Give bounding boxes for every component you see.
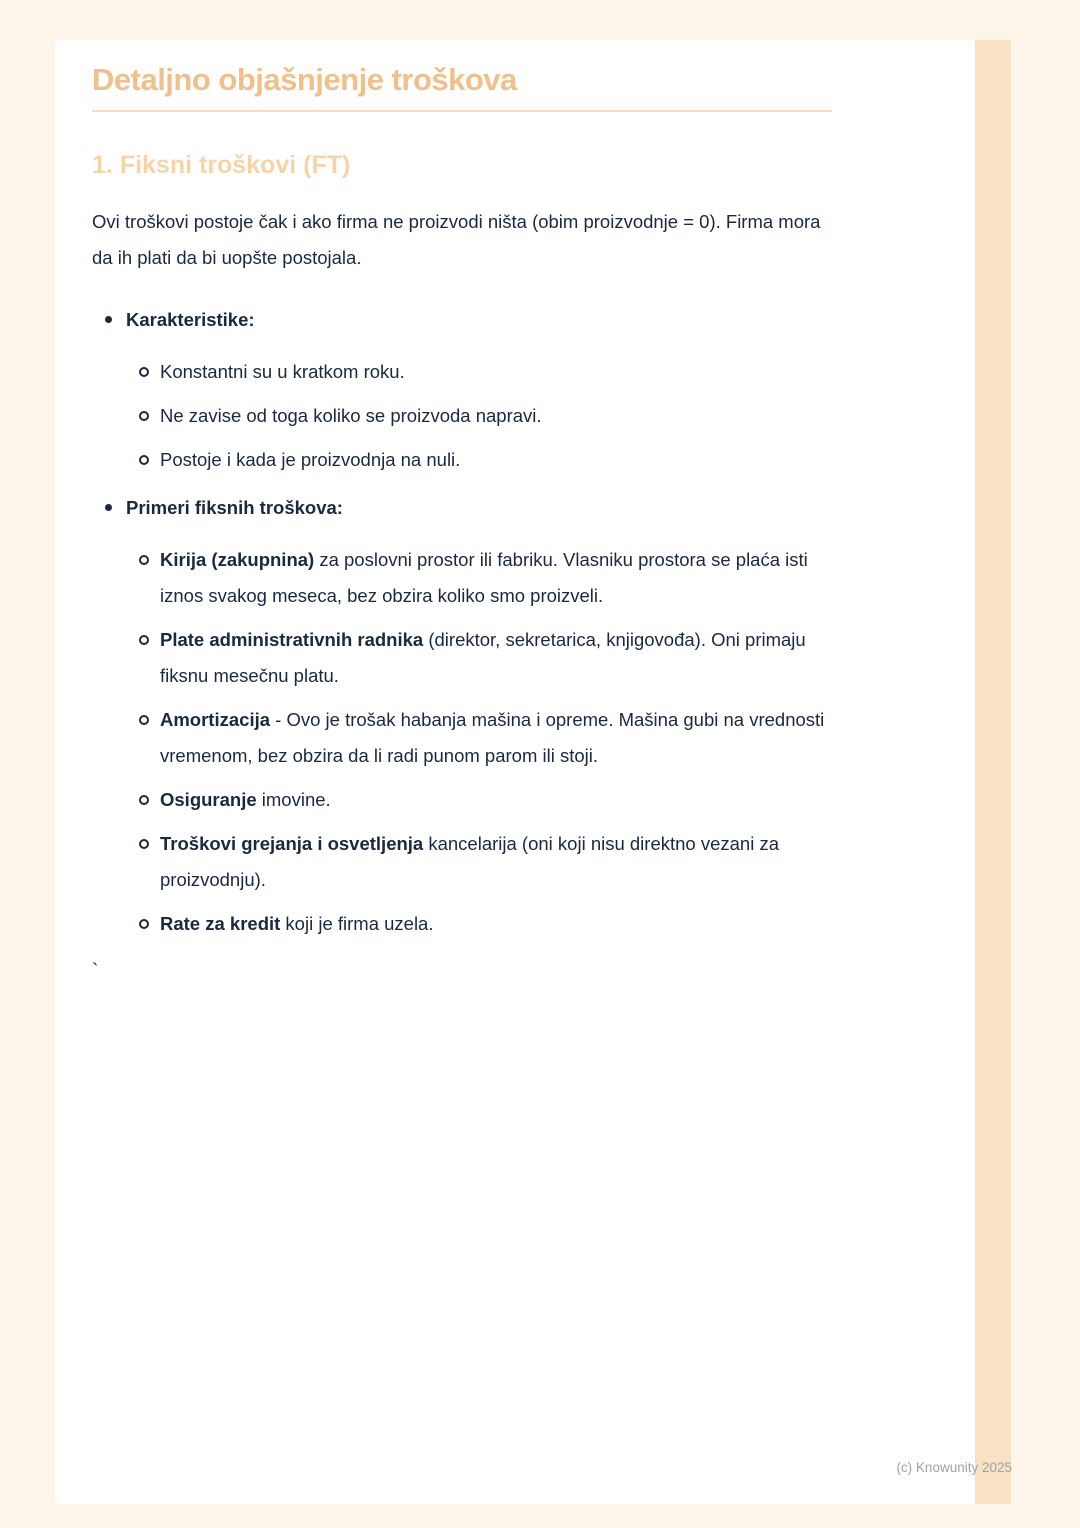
list-group-karakteristike: [92, 302, 832, 478]
list-item-bold: Rate za kredit: [160, 913, 281, 934]
list-item-text: [160, 442, 460, 478]
sub-list: [92, 542, 832, 942]
list-group-primeri: [92, 490, 832, 942]
list-item: [92, 622, 832, 694]
page-title: Detaljno objašnjenje troškova: [92, 62, 517, 97]
list-item: [92, 826, 832, 898]
list-item-rest: (direktor, sekretarica, knjigovođa). Oni primaju fiksnu mesečnu platu.: [160, 629, 806, 686]
circle-bullet-icon: [139, 715, 149, 725]
list-item-rest: imovine.: [256, 789, 331, 810]
list-item-bold: Plate administrativnih radnika: [160, 629, 424, 650]
list-item: [92, 782, 832, 818]
circle-bullet-icon: [139, 455, 149, 465]
list-item-rest: za poslovni prostor ili fabriku. Vlasniku prostora se plaća isti iznos svakog meseca, bez obzira koliko smo proizveli.: [160, 549, 808, 606]
circle-bullet-icon: [139, 367, 149, 377]
circle-bullet-icon: [139, 839, 149, 849]
list-item: [92, 490, 832, 526]
stray-character: `: [92, 961, 99, 982]
list-item-bold: Troškovi grejanja i osvetljenja: [160, 833, 424, 854]
list-item-text: [160, 702, 832, 774]
list-item-text: [160, 398, 542, 434]
list-item-rest: kancelarija (oni koji nisu direktno vezani za proizvodnju).: [160, 833, 780, 890]
circle-bullet-icon: [139, 635, 149, 645]
copyright-footer: (c) Knowunity 2025: [896, 1460, 1012, 1475]
circle-bullet-icon: [139, 555, 149, 565]
list-item-text: [160, 542, 832, 614]
sub-list: [92, 354, 832, 478]
list-item-bold: Osiguranje: [160, 789, 257, 810]
list-item-text: [160, 906, 434, 942]
circle-bullet-icon: [139, 795, 149, 805]
section-heading: 1. Fiksni troškovi (FT): [92, 151, 351, 179]
bullet-icon: [105, 316, 112, 323]
list-item-rest: Konstantni su u kratkom roku.: [160, 361, 405, 382]
list-item: [92, 398, 832, 434]
list-item-bold: Amortizacija: [160, 709, 271, 730]
list-item: [92, 302, 832, 338]
list-label: Karakteristike:: [126, 309, 255, 330]
list-label: Primeri fiksnih troškova:: [126, 497, 343, 518]
title-divider: [92, 110, 832, 112]
list-item-rest: - Ovo je trošak habanja mašina i opreme. Mašina gubi na vrednosti vremenom, bez obzira da li radi punom parom ili stoji.: [160, 709, 825, 766]
intro-paragraph: Ovi troškovi postoje čak i ako firma ne proizvodi ništa (obim proizvodnje = 0). Firma mora da ih plati da bi uopšte postojala.: [92, 211, 821, 268]
document-page: [55, 40, 975, 1504]
bullet-icon: [105, 504, 112, 511]
circle-bullet-icon: [139, 919, 149, 929]
list-item: [92, 906, 832, 942]
circle-bullet-icon: [139, 411, 149, 421]
list-item: [92, 442, 832, 478]
list-item-rest: koji je firma uzela.: [280, 913, 434, 934]
list-item: [92, 702, 832, 774]
list-item-text: [160, 782, 331, 818]
list-item-text: [160, 354, 405, 390]
list-item-rest: Ne zavise od toga koliko se proizvoda napravi.: [160, 405, 542, 426]
list-item-text: [160, 622, 832, 694]
list-item-rest: Postoje i kada je proizvodnja na nuli.: [160, 449, 461, 470]
list-item: [92, 354, 832, 390]
list-item-bold: Kirija (zakupnina): [160, 549, 315, 570]
list-item-text: [160, 826, 832, 898]
page-edge-strip: [975, 40, 1011, 1504]
list-item: [92, 542, 832, 614]
